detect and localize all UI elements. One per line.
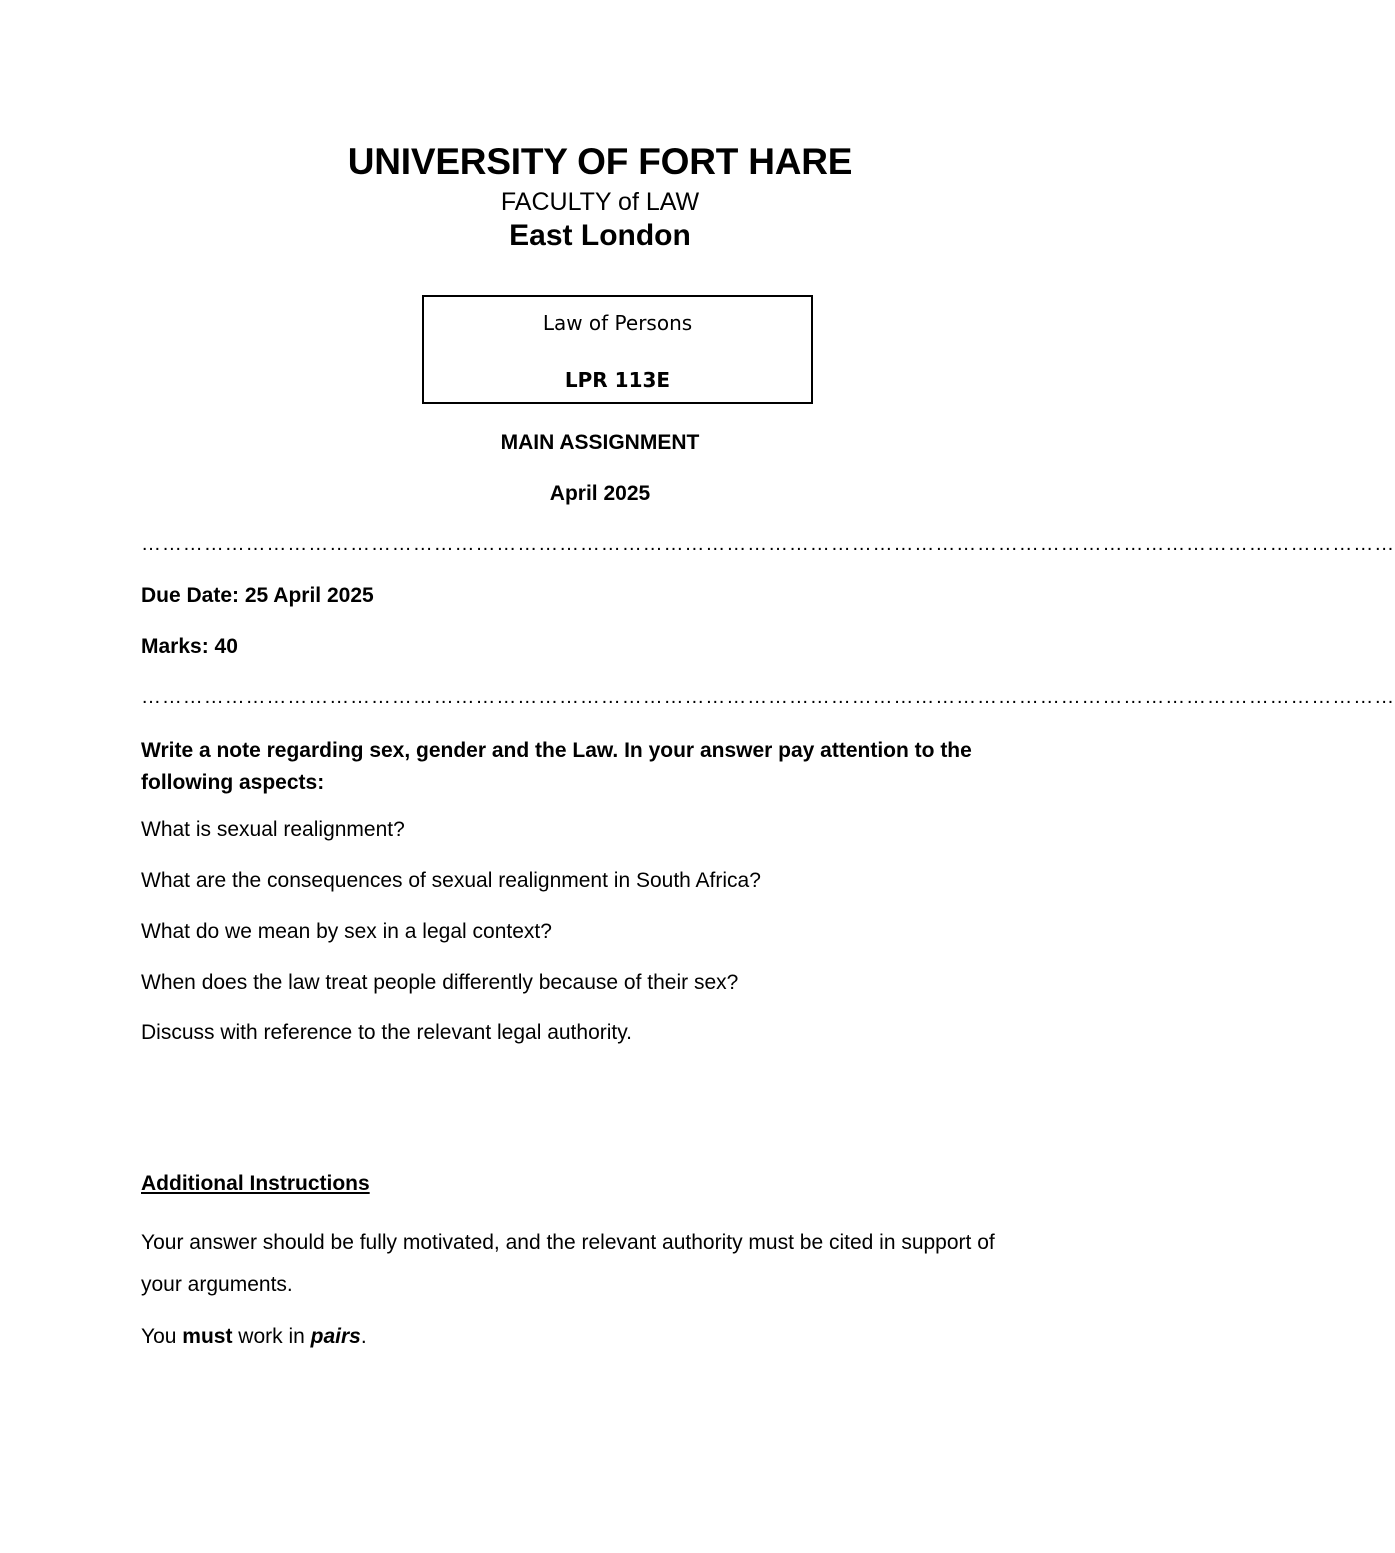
question-aspect: What are the consequences of sexual realignment in South Africa? — [141, 869, 761, 892]
question-aspect: When does the law treat people differently because of their sex? — [141, 971, 739, 994]
assignment-title: MAIN ASSIGNMENT — [500, 431, 700, 454]
faculty-name: FACULTY of LAW — [500, 188, 700, 216]
marks-line — [141, 635, 238, 659]
due-date-line — [141, 584, 374, 608]
pairs-prefix: You — [141, 1325, 183, 1348]
pairs-word: pairs — [310, 1325, 361, 1348]
university-title: UNIVERSITY OF FORT HARE — [347, 141, 853, 182]
additional-instructions-heading: Additional Instructions — [141, 1172, 370, 1195]
course-box — [422, 295, 813, 404]
pairs-instruction — [141, 1325, 367, 1349]
due-date-label: Due Date: — [141, 584, 240, 607]
marks-value: 40 — [214, 635, 238, 658]
pairs-suffix: . — [360, 1325, 367, 1348]
question-aspect: Discuss with reference to the relevant legal authority. — [141, 1021, 633, 1044]
course-code: LPR 113E — [564, 368, 671, 392]
assignment-period: April 2025 — [549, 482, 651, 505]
question-aspect: What do we mean by sex in a legal context? — [141, 920, 552, 943]
pairs-must: must — [182, 1325, 233, 1348]
marks-label: Marks: — [141, 635, 209, 658]
question-aspect: What is sexual realignment? — [141, 818, 405, 841]
additional-instructions-body: Your answer should be fully motivated, and the relevant authority must be cited in support of your arguments. — [141, 1231, 995, 1296]
due-date-value: 25 April 2025 — [244, 584, 374, 607]
question-prompt: Write a note regarding sex, gender and the Law. In your answer pay attention to the following aspects: — [141, 739, 972, 794]
course-name: Law of Persons — [542, 311, 693, 335]
pairs-middle: work in — [232, 1325, 311, 1348]
dotted-separator: ……………………………………………………………………………………………………………………………………………………………… — [141, 533, 1395, 555]
campus-name: East London — [509, 219, 691, 252]
dotted-separator: ……………………………………………………………………………………………………………………………………………………………… — [141, 686, 1395, 708]
